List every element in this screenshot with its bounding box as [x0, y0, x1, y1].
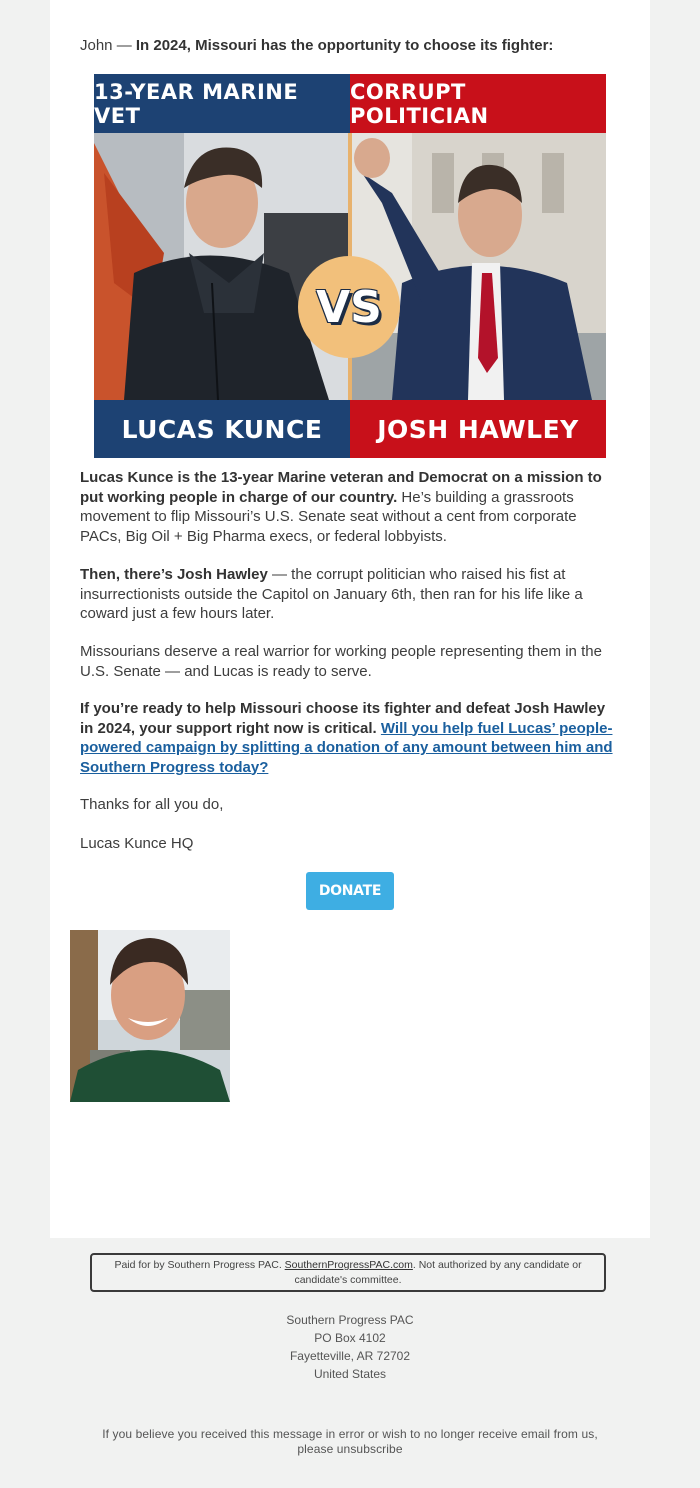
- lucas-kunce-photo: [94, 133, 348, 400]
- address-line: Fayetteville, AR 72702: [289, 1349, 411, 1363]
- signoff-line: Lucas Kunce HQ: [80, 835, 194, 852]
- intro-lead: In 2024, Missouri has the opportunity to choose its fighter:: [135, 37, 554, 54]
- paragraph-kunce-rest: He’s building a grassroots movement to flip Missouri’s U.S. Senate seat without a cent from corporate PACs, Big Oil + Big Pharma execs, or federal lobbyists.: [80, 488, 577, 545]
- donation-link[interactable]: Will you help fuel Lucas’ people-powered campaign by splitting a donation of any amount between him and Southern Progress today?: [80, 719, 613, 776]
- lucas-kunce-portrait: [70, 930, 230, 1102]
- address-line: Southern Progress PAC: [286, 1313, 414, 1327]
- banner-lucas-kunce: LUCAS KUNCE: [94, 400, 350, 458]
- mailing-address: [50, 1311, 650, 1383]
- paragraph-hawley-rest: — the corrupt politician who raised his fist at insurrectionists outside the Capitol on January 6th, then ran for his life like a coward just a few hours later.: [80, 566, 583, 622]
- paragraph-hawley: [80, 565, 620, 624]
- paid-for-disclaimer: [90, 1253, 606, 1292]
- paid-for-suffix: . Not authorized by any candidate or candidate's committee.: [294, 1258, 582, 1286]
- email-footer: [50, 1238, 650, 1488]
- paid-for-prefix: Paid for by Southern Progress PAC.: [114, 1258, 285, 1271]
- josh-hawley-photo: [352, 133, 606, 400]
- paragraph-kunce-bold: Lucas Kunce is the 13-year Marine veteran and Democrat on a mission to put working people in charge of our country.: [80, 469, 602, 506]
- paragraph-kunce: [80, 468, 620, 546]
- donate-button[interactable]: DONATE: [306, 872, 394, 910]
- paragraph-hawley-bold: Then, there’s Josh Hawley: [80, 566, 268, 583]
- banner-marine-vet: 13-YEAR MARINE VET: [94, 74, 350, 133]
- unsubscribe-line: If you believe you received this message in error or wish to no longer receive email from us,: [102, 1427, 598, 1441]
- greeting: John —: [80, 37, 136, 54]
- banner-josh-hawley: JOSH HAWLEY: [350, 400, 606, 458]
- email-body: [50, 0, 650, 1238]
- unsubscribe-notice: [50, 1427, 650, 1457]
- paragraph-ask-bold: If you’re ready to help Missouri choose its fighter and defeat Josh Hawley in 2024, your support right now is critical.: [80, 700, 606, 737]
- paragraph-ask: [80, 699, 620, 777]
- intro-line: [80, 36, 620, 56]
- banner-corrupt-politician: CORRUPT POLITICIAN: [350, 74, 606, 133]
- paragraph-missourians: Missourians deserve a real warrior for working people representing them in the U.S. Senate — and Lucas is ready to serve.: [80, 643, 602, 680]
- vs-badge: VS: [298, 256, 400, 358]
- address-line: United States: [313, 1367, 387, 1381]
- versus-graphic: [94, 74, 606, 458]
- pac-website-link[interactable]: SouthernProgressPAC.com: [284, 1258, 413, 1271]
- unsubscribe-link[interactable]: please unsubscribe: [297, 1442, 403, 1456]
- thanks-line: Thanks for all you do,: [80, 796, 224, 813]
- address-line: PO Box 4102: [314, 1331, 386, 1345]
